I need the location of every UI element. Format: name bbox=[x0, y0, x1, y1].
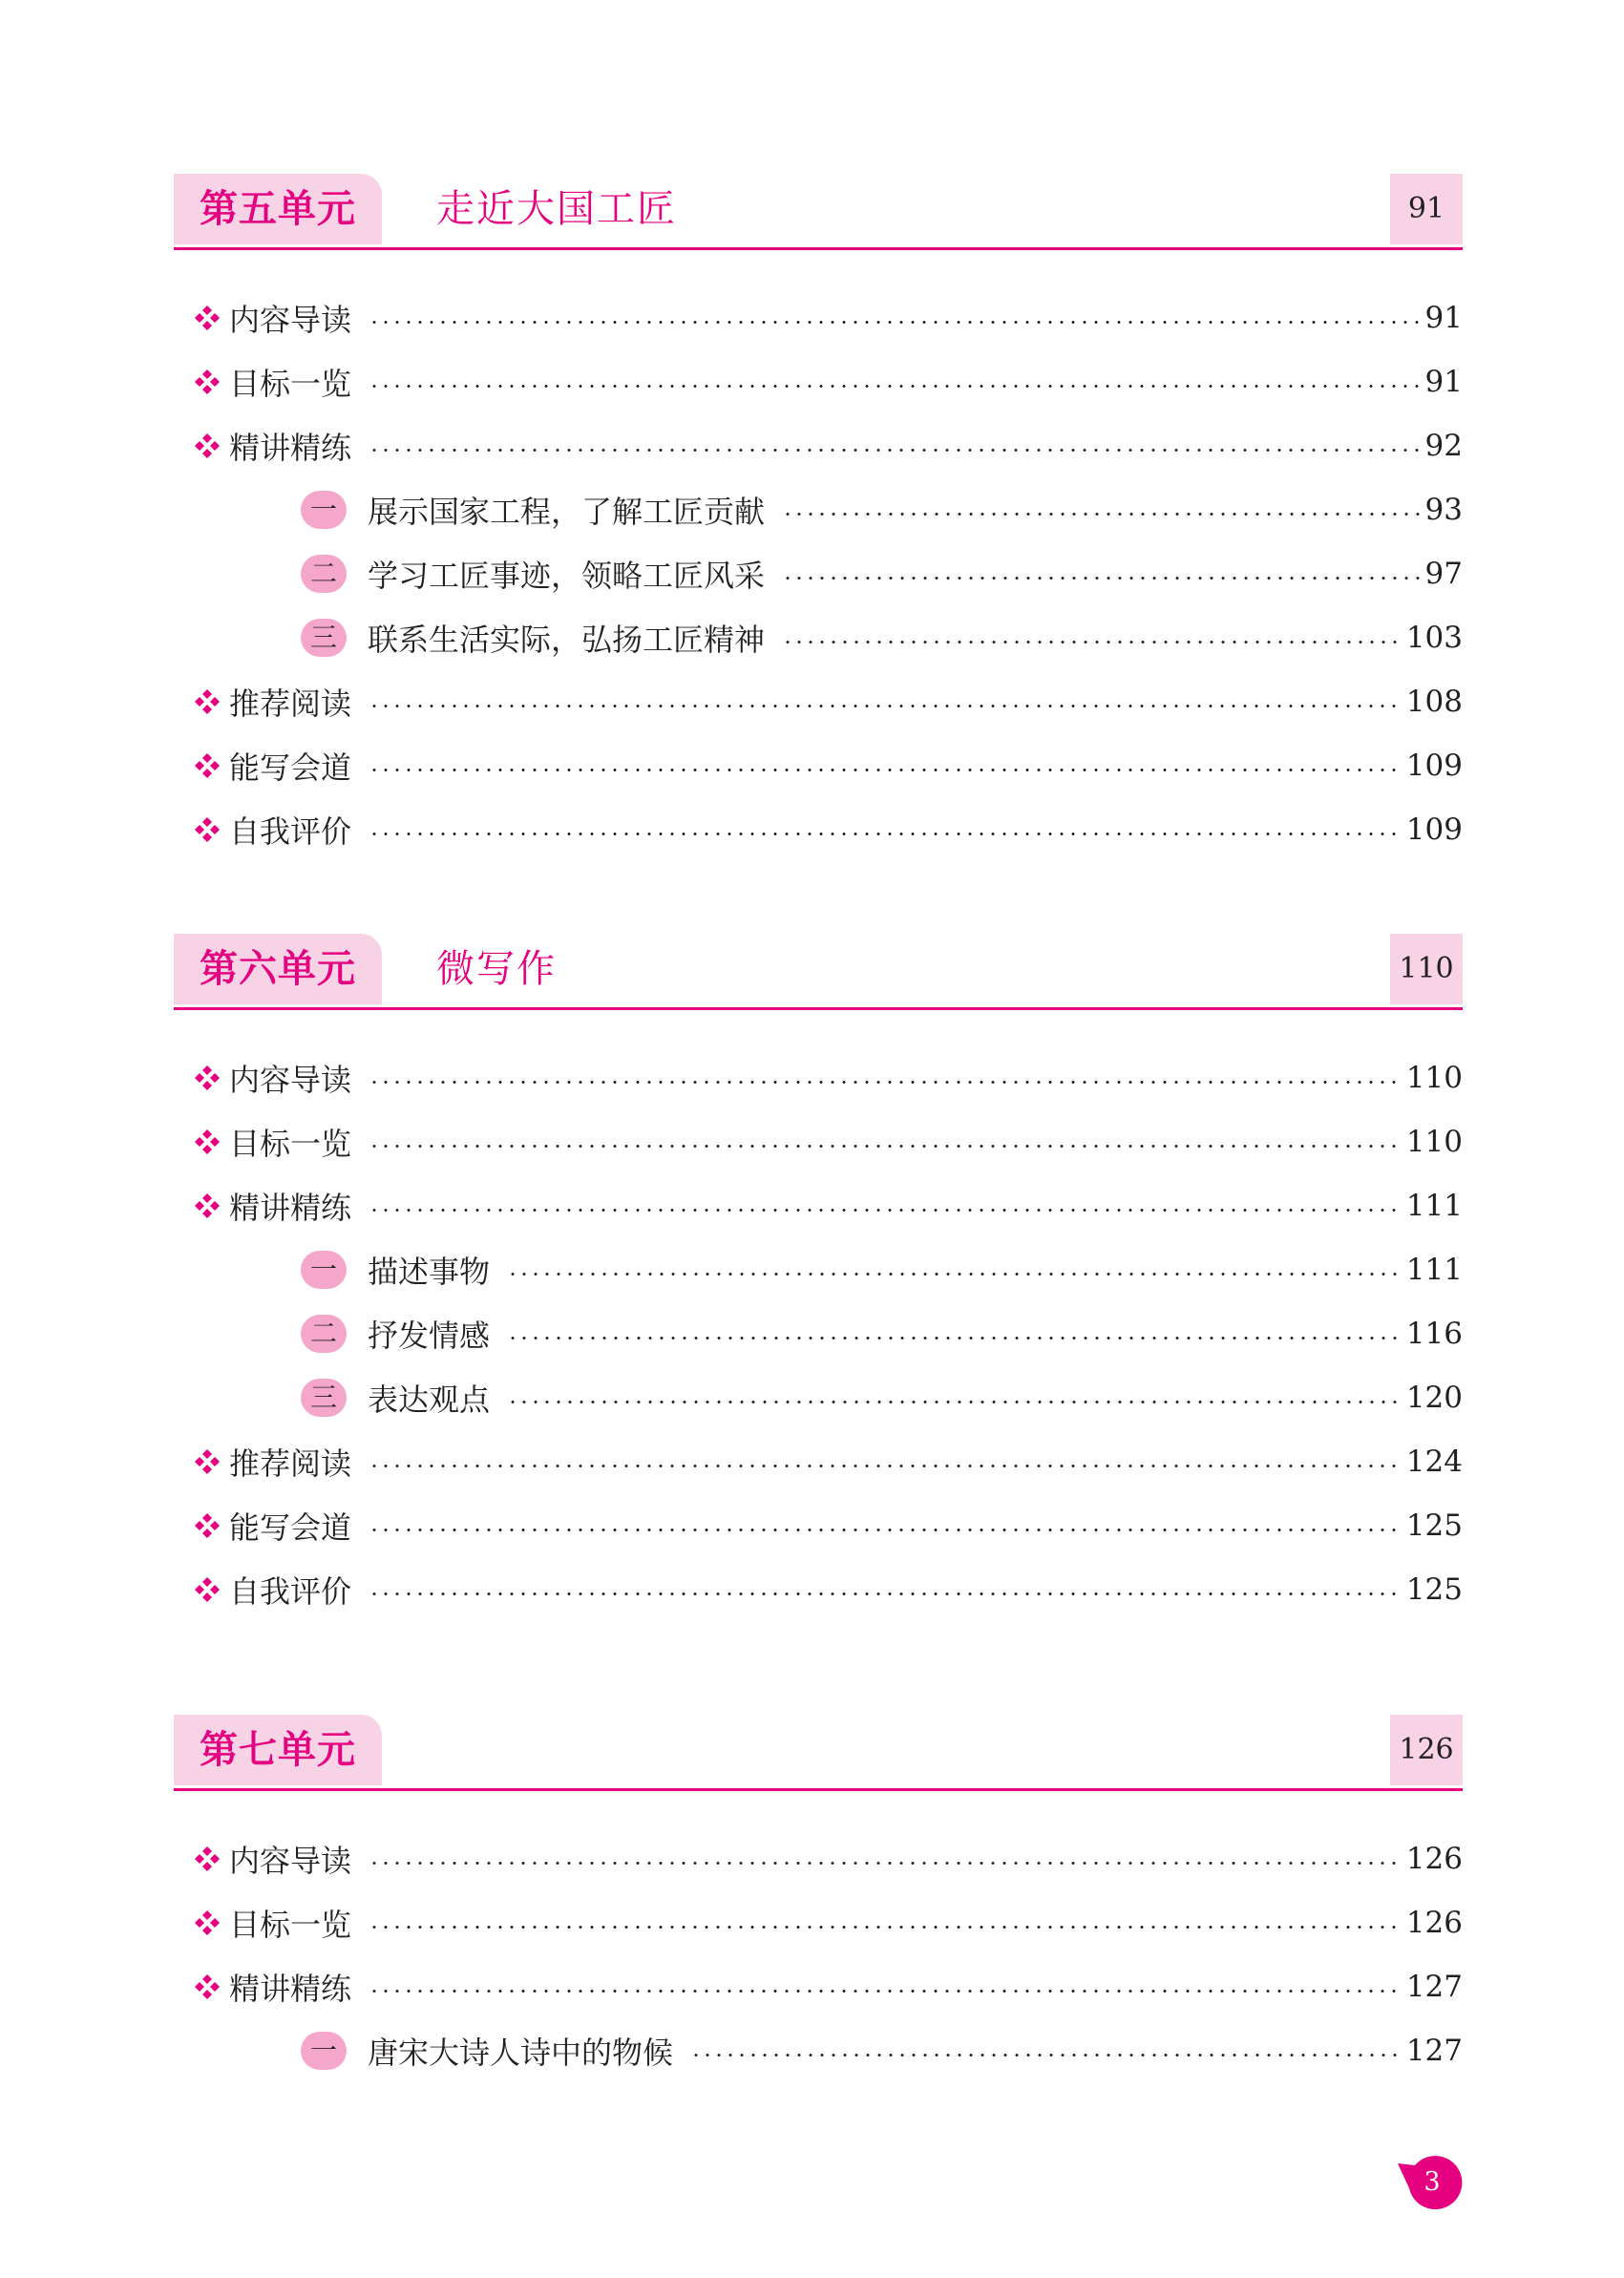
unit-start-page: 126 bbox=[1390, 1715, 1463, 1785]
unit-start-page: 91 bbox=[1390, 174, 1463, 244]
toc-entry-page: 111 bbox=[1405, 1252, 1463, 1287]
toc-entry-page: 120 bbox=[1405, 1380, 1463, 1415]
toc-entry-page: 103 bbox=[1405, 620, 1463, 655]
section-number-badge: 三 bbox=[301, 619, 347, 657]
unit-start-page: 110 bbox=[1390, 934, 1463, 1004]
dot-leader bbox=[690, 2054, 1401, 2057]
toc-entry bbox=[174, 349, 1463, 413]
dot-leader bbox=[782, 577, 1420, 580]
toc-entry-title: 能写会道 bbox=[229, 1508, 352, 1546]
dot-leader bbox=[369, 769, 1401, 771]
toc-entry-list bbox=[174, 1826, 1463, 2082]
toc-entry-page: 109 bbox=[1405, 812, 1463, 847]
toc-entry-title: 内容导读 bbox=[229, 1842, 352, 1879]
toc-entry-page: 91 bbox=[1424, 300, 1463, 335]
toc-entry-page: 110 bbox=[1405, 1124, 1463, 1159]
section-number-badge: 三 bbox=[301, 1379, 347, 1417]
toc-entry-page: 92 bbox=[1424, 428, 1463, 463]
toc-entry-title: 抒发情感 bbox=[368, 1317, 491, 1354]
toc-entry-title: 学习工匠事迹，领略工匠风采 bbox=[368, 557, 766, 594]
unit-label: 第七单元 bbox=[174, 1715, 382, 1785]
unit-title: 微写作 bbox=[436, 947, 557, 991]
toc-entry-title: 目标一览 bbox=[229, 1906, 352, 1943]
diamond-cluster-icon bbox=[191, 1509, 223, 1542]
unit-section bbox=[174, 1715, 1463, 2082]
section-number-badge: 二 bbox=[301, 555, 347, 593]
toc-entry-title: 目标一览 bbox=[229, 365, 352, 402]
toc-entry-title: 自我评价 bbox=[229, 812, 352, 850]
diamond-cluster-icon bbox=[191, 1062, 223, 1094]
section-number-badge: 一 bbox=[301, 2032, 347, 2070]
toc-entry-page: 110 bbox=[1405, 1060, 1463, 1095]
section-number-badge: 二 bbox=[301, 1315, 347, 1353]
toc-entry bbox=[174, 1826, 1463, 1890]
toc-entry-page: 127 bbox=[1405, 2033, 1463, 2068]
toc-entry bbox=[174, 733, 1463, 797]
toc-entry-title: 展示国家工程，了解工匠贡献 bbox=[368, 493, 766, 530]
toc-entry-page: 109 bbox=[1405, 748, 1463, 783]
toc-entry-page: 125 bbox=[1405, 1571, 1463, 1607]
toc-entry-page: 108 bbox=[1405, 684, 1463, 719]
section-number-badge: 一 bbox=[301, 491, 347, 529]
diamond-cluster-icon bbox=[191, 1445, 223, 1478]
dot-leader bbox=[369, 1209, 1401, 1212]
dot-leader bbox=[782, 641, 1401, 643]
unit-divider bbox=[174, 247, 1463, 250]
toc-entry-title: 唐宋大诗人诗中的物候 bbox=[368, 2034, 674, 2071]
unit-header bbox=[174, 174, 1463, 250]
diamond-cluster-icon bbox=[191, 1907, 223, 1939]
toc-entry-page: 116 bbox=[1405, 1316, 1463, 1351]
toc-entry bbox=[174, 605, 1463, 669]
toc-entry-title: 目标一览 bbox=[229, 1125, 352, 1162]
dot-leader bbox=[507, 1273, 1401, 1276]
dot-leader bbox=[369, 833, 1401, 835]
toc-entry-title: 精讲精练 bbox=[229, 429, 352, 466]
diamond-cluster-icon bbox=[191, 1126, 223, 1158]
diamond-cluster-icon bbox=[191, 1190, 223, 1222]
toc-entry-title: 内容导读 bbox=[229, 301, 352, 338]
unit-header bbox=[174, 934, 1463, 1010]
dot-leader bbox=[369, 1990, 1401, 1993]
dot-leader bbox=[369, 1862, 1401, 1865]
toc-entry bbox=[174, 1301, 1463, 1365]
unit-label: 第五单元 bbox=[174, 174, 382, 244]
dot-leader bbox=[507, 1401, 1401, 1403]
toc-entry-list bbox=[174, 1045, 1463, 1621]
dot-leader bbox=[369, 1081, 1401, 1084]
toc-entry-title: 联系生活实际，弘扬工匠精神 bbox=[368, 621, 766, 658]
unit-divider bbox=[174, 1007, 1463, 1010]
toc-entry-title: 内容导读 bbox=[229, 1061, 352, 1098]
dot-leader bbox=[507, 1337, 1401, 1339]
dot-leader bbox=[369, 1145, 1401, 1148]
dot-leader bbox=[369, 449, 1420, 452]
toc-entry-page: 125 bbox=[1405, 1508, 1463, 1543]
toc-entry bbox=[174, 1493, 1463, 1557]
dot-leader bbox=[369, 1529, 1401, 1531]
toc-entry bbox=[174, 669, 1463, 733]
dot-leader bbox=[369, 1592, 1401, 1595]
toc-entry-page: 126 bbox=[1405, 1905, 1463, 1940]
diamond-cluster-icon bbox=[191, 430, 223, 462]
unit-label: 第六单元 bbox=[174, 934, 382, 1004]
toc-entry bbox=[174, 541, 1463, 605]
toc-entry-title: 精讲精练 bbox=[229, 1189, 352, 1226]
diamond-cluster-icon bbox=[191, 686, 223, 718]
toc-entry-title: 精讲精练 bbox=[229, 1970, 352, 2007]
toc-entry-page: 111 bbox=[1405, 1188, 1463, 1223]
toc-entry bbox=[174, 1365, 1463, 1429]
unit-section bbox=[174, 174, 1463, 861]
unit-header bbox=[174, 1715, 1463, 1791]
unit-title: 走近大国工匠 bbox=[436, 187, 677, 231]
toc-entry bbox=[174, 1890, 1463, 1954]
toc-entry-title: 能写会道 bbox=[229, 749, 352, 786]
dot-leader bbox=[369, 321, 1420, 324]
diamond-cluster-icon bbox=[191, 1843, 223, 1875]
diamond-cluster-icon bbox=[191, 813, 223, 846]
unit-divider bbox=[174, 1788, 1463, 1791]
toc-entry-title: 描述事物 bbox=[368, 1253, 491, 1290]
toc-entry bbox=[174, 1045, 1463, 1109]
diamond-cluster-icon bbox=[191, 749, 223, 782]
toc-entry-page: 97 bbox=[1424, 556, 1463, 591]
unit-section bbox=[174, 934, 1463, 1621]
diamond-cluster-icon bbox=[191, 366, 223, 398]
dot-leader bbox=[369, 1465, 1401, 1467]
toc-entry-title: 推荐阅读 bbox=[229, 1445, 352, 1482]
toc-entry bbox=[174, 1954, 1463, 2018]
dot-leader bbox=[782, 513, 1420, 516]
toc-entry-page: 93 bbox=[1424, 492, 1463, 527]
toc-entry bbox=[174, 1557, 1463, 1621]
toc-entry bbox=[174, 1109, 1463, 1173]
toc-entry-page: 127 bbox=[1405, 1969, 1463, 2004]
diamond-cluster-icon bbox=[191, 1573, 223, 1606]
toc-entry bbox=[174, 477, 1463, 541]
toc-entry-page: 91 bbox=[1424, 364, 1463, 399]
toc-entry bbox=[174, 1173, 1463, 1237]
toc-entry-page: 126 bbox=[1405, 1841, 1463, 1876]
toc-entry-title: 表达观点 bbox=[368, 1381, 491, 1418]
toc-entry-list bbox=[174, 285, 1463, 861]
section-number-badge: 一 bbox=[301, 1251, 347, 1289]
page-number: 3 bbox=[1424, 2167, 1441, 2197]
toc-entry-page: 124 bbox=[1405, 1444, 1463, 1479]
diamond-cluster-icon bbox=[191, 1971, 223, 2003]
dot-leader bbox=[369, 1926, 1401, 1929]
diamond-cluster-icon bbox=[191, 302, 223, 334]
toc-entry bbox=[174, 285, 1463, 349]
toc-entry bbox=[174, 2018, 1463, 2082]
toc-entry-title: 自我评价 bbox=[229, 1572, 352, 1610]
toc-entry bbox=[174, 413, 1463, 477]
dot-leader bbox=[369, 385, 1420, 388]
toc-entry bbox=[174, 797, 1463, 861]
dot-leader bbox=[369, 705, 1401, 707]
toc-entry-title: 推荐阅读 bbox=[229, 685, 352, 722]
toc-entry bbox=[174, 1237, 1463, 1301]
toc-entry bbox=[174, 1429, 1463, 1493]
